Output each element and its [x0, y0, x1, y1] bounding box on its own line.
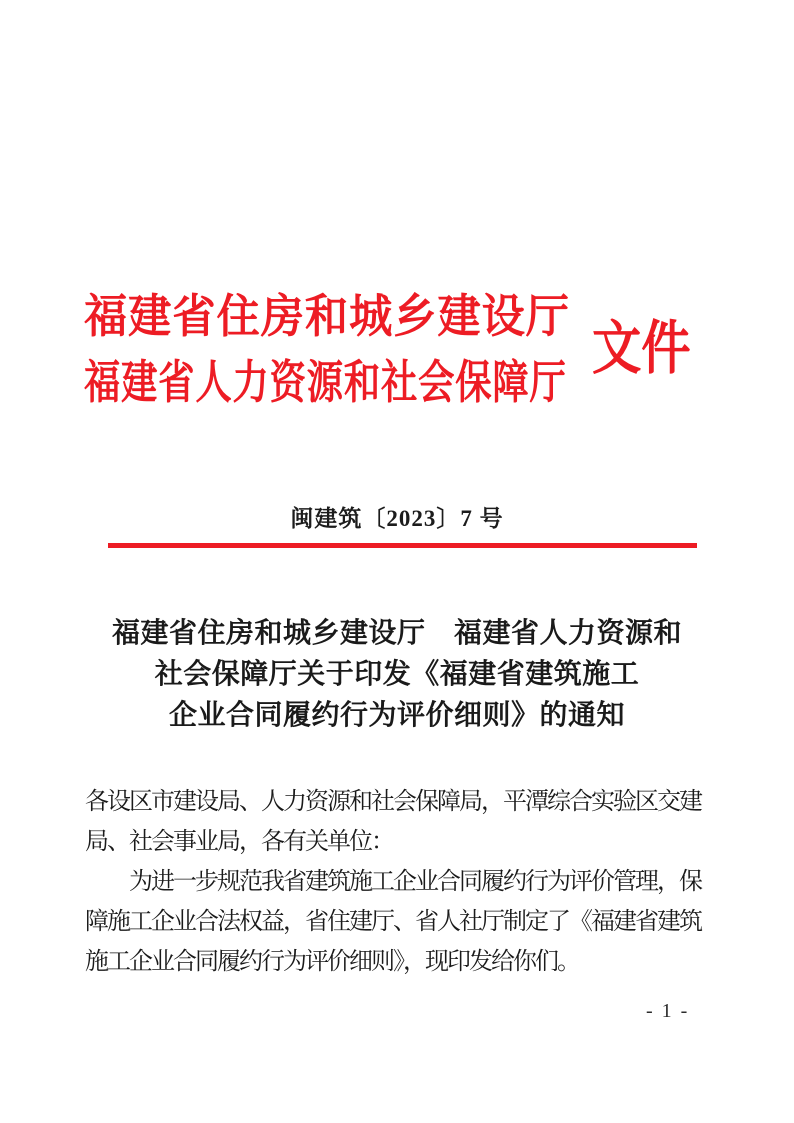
- agency-name-line-2: 福建省人力资源和社会保障厅: [84, 356, 567, 408]
- page-number: - 1 -: [646, 1000, 690, 1022]
- title-line-1: 福建省住房和城乡建设厅 福建省人力资源和: [111, 617, 682, 648]
- red-separator-line: [108, 543, 697, 548]
- title-line-2: 社会保障厅关于印发《福建省建筑施工: [154, 658, 640, 689]
- body-line-3: 为进一步规范我省建筑施工企业合同履约行为评价管理，保: [129, 868, 701, 895]
- title-line-3: 企业合同履约行为评价细则》的通知: [168, 699, 625, 730]
- body-line-2: 局、社会事业局，各有关单位：: [85, 828, 393, 855]
- body-line-4: 障施工企业合法权益，省住建厅、省人社厅制定了《福建省建筑: [85, 908, 701, 935]
- doc-number: 闽建筑〔2023〕7 号: [290, 506, 504, 531]
- document-body: [85, 782, 745, 982]
- document-title: [0, 612, 794, 735]
- body-line-1: 各设区市建设局、人力资源和社会保障局，平潭综合实验区交建: [85, 788, 701, 815]
- agency-name-line-1: 福建省住房和城乡建设厅: [84, 290, 570, 342]
- doc-type-label: 文件: [592, 316, 691, 381]
- body-line-5: 施工企业合同履约行为评价细则》，现印发给你们。: [85, 948, 579, 975]
